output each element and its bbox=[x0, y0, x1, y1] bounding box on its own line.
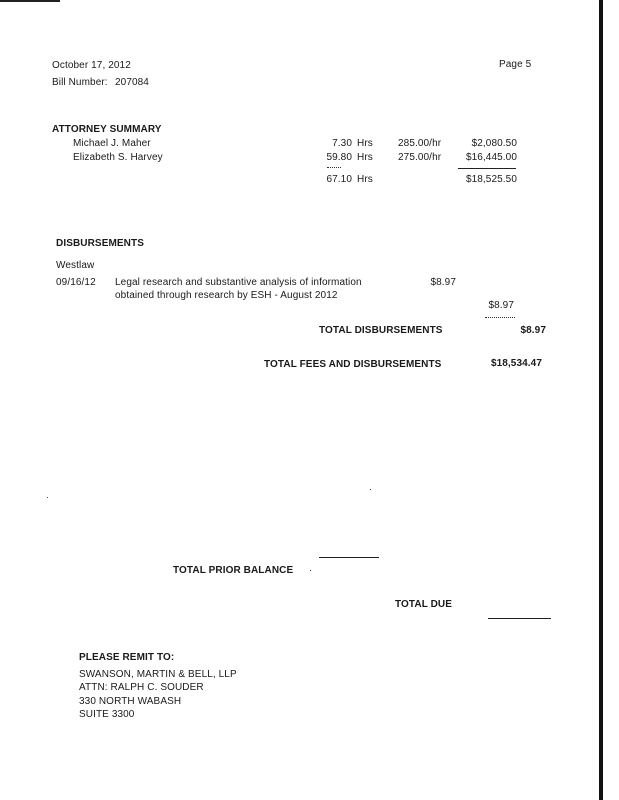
total-fees-disbursements-label: TOTAL FEES AND DISBURSEMENTS bbox=[264, 359, 442, 370]
attorney-hours-unit: Hrs bbox=[357, 138, 373, 149]
disbursements-title: DISBURSEMENTS bbox=[56, 238, 144, 249]
page-number: Page 5 bbox=[499, 59, 532, 70]
scan-speck bbox=[310, 570, 311, 571]
total-due-rule bbox=[488, 618, 551, 619]
remit-street: 330 NORTH WABASH bbox=[79, 696, 182, 707]
scan-speck bbox=[370, 489, 371, 490]
scan-speck bbox=[47, 497, 48, 498]
prior-balance-rule bbox=[319, 557, 379, 558]
disbursement-category: Westlaw bbox=[56, 260, 95, 271]
total-hours: 67.10 bbox=[326, 174, 352, 185]
remit-firm: SWANSON, MARTIN & BELL, LLP bbox=[79, 669, 237, 680]
attorney-name: Michael J. Maher bbox=[73, 138, 151, 149]
disbursement-subtotal-rule bbox=[485, 317, 515, 318]
disbursement-subtotal: $8.97 bbox=[488, 300, 514, 311]
attorney-summary-title: ATTORNEY SUMMARY bbox=[52, 124, 162, 135]
attorney-hours: 59.80 bbox=[326, 152, 352, 163]
disbursement-date: 09/16/12 bbox=[56, 277, 96, 288]
disbursement-amount: $8.97 bbox=[430, 277, 456, 288]
attorney-hours-unit: Hrs bbox=[357, 152, 373, 163]
remit-attention: ATTN: RALPH C. SOUDER bbox=[79, 682, 204, 693]
invoice-date: October 17, 2012 bbox=[52, 60, 131, 71]
bill-number-label: Bill Number: bbox=[52, 77, 108, 88]
hours-total-rule bbox=[327, 167, 341, 168]
attorney-rate: 275.00/hr bbox=[398, 152, 442, 163]
attorney-hours: 7.30 bbox=[332, 138, 352, 149]
total-disbursements-amount: $8.97 bbox=[520, 325, 546, 336]
attorney-amount: $2,080.50 bbox=[471, 138, 517, 149]
attorney-name: Elizabeth S. Harvey bbox=[73, 152, 163, 163]
total-prior-balance-label: TOTAL PRIOR BALANCE bbox=[173, 565, 294, 576]
total-fees-amount: $18,525.50 bbox=[465, 174, 517, 185]
total-hours-unit: Hrs bbox=[357, 174, 373, 185]
disbursement-description-cont: obtained through research by ESH - August 2012 bbox=[115, 290, 338, 301]
remit-suite: SUITE 3300 bbox=[79, 709, 135, 720]
scan-edge-right bbox=[599, 0, 603, 800]
bill-number: 207084 bbox=[115, 77, 149, 88]
scan-edge-top bbox=[0, 0, 60, 2]
total-fees-disbursements-amount: $18,534.47 bbox=[490, 358, 542, 369]
remit-title: PLEASE REMIT TO: bbox=[79, 652, 175, 663]
attorney-amount: $16,445.00 bbox=[465, 152, 517, 163]
attorney-rate: 285.00/hr bbox=[398, 138, 442, 149]
disbursement-description: Legal research and substantive analysis of information bbox=[115, 277, 362, 288]
total-due-label: TOTAL DUE bbox=[395, 599, 453, 610]
total-disbursements-label: TOTAL DISBURSEMENTS bbox=[319, 325, 443, 336]
amount-total-rule bbox=[458, 168, 516, 169]
